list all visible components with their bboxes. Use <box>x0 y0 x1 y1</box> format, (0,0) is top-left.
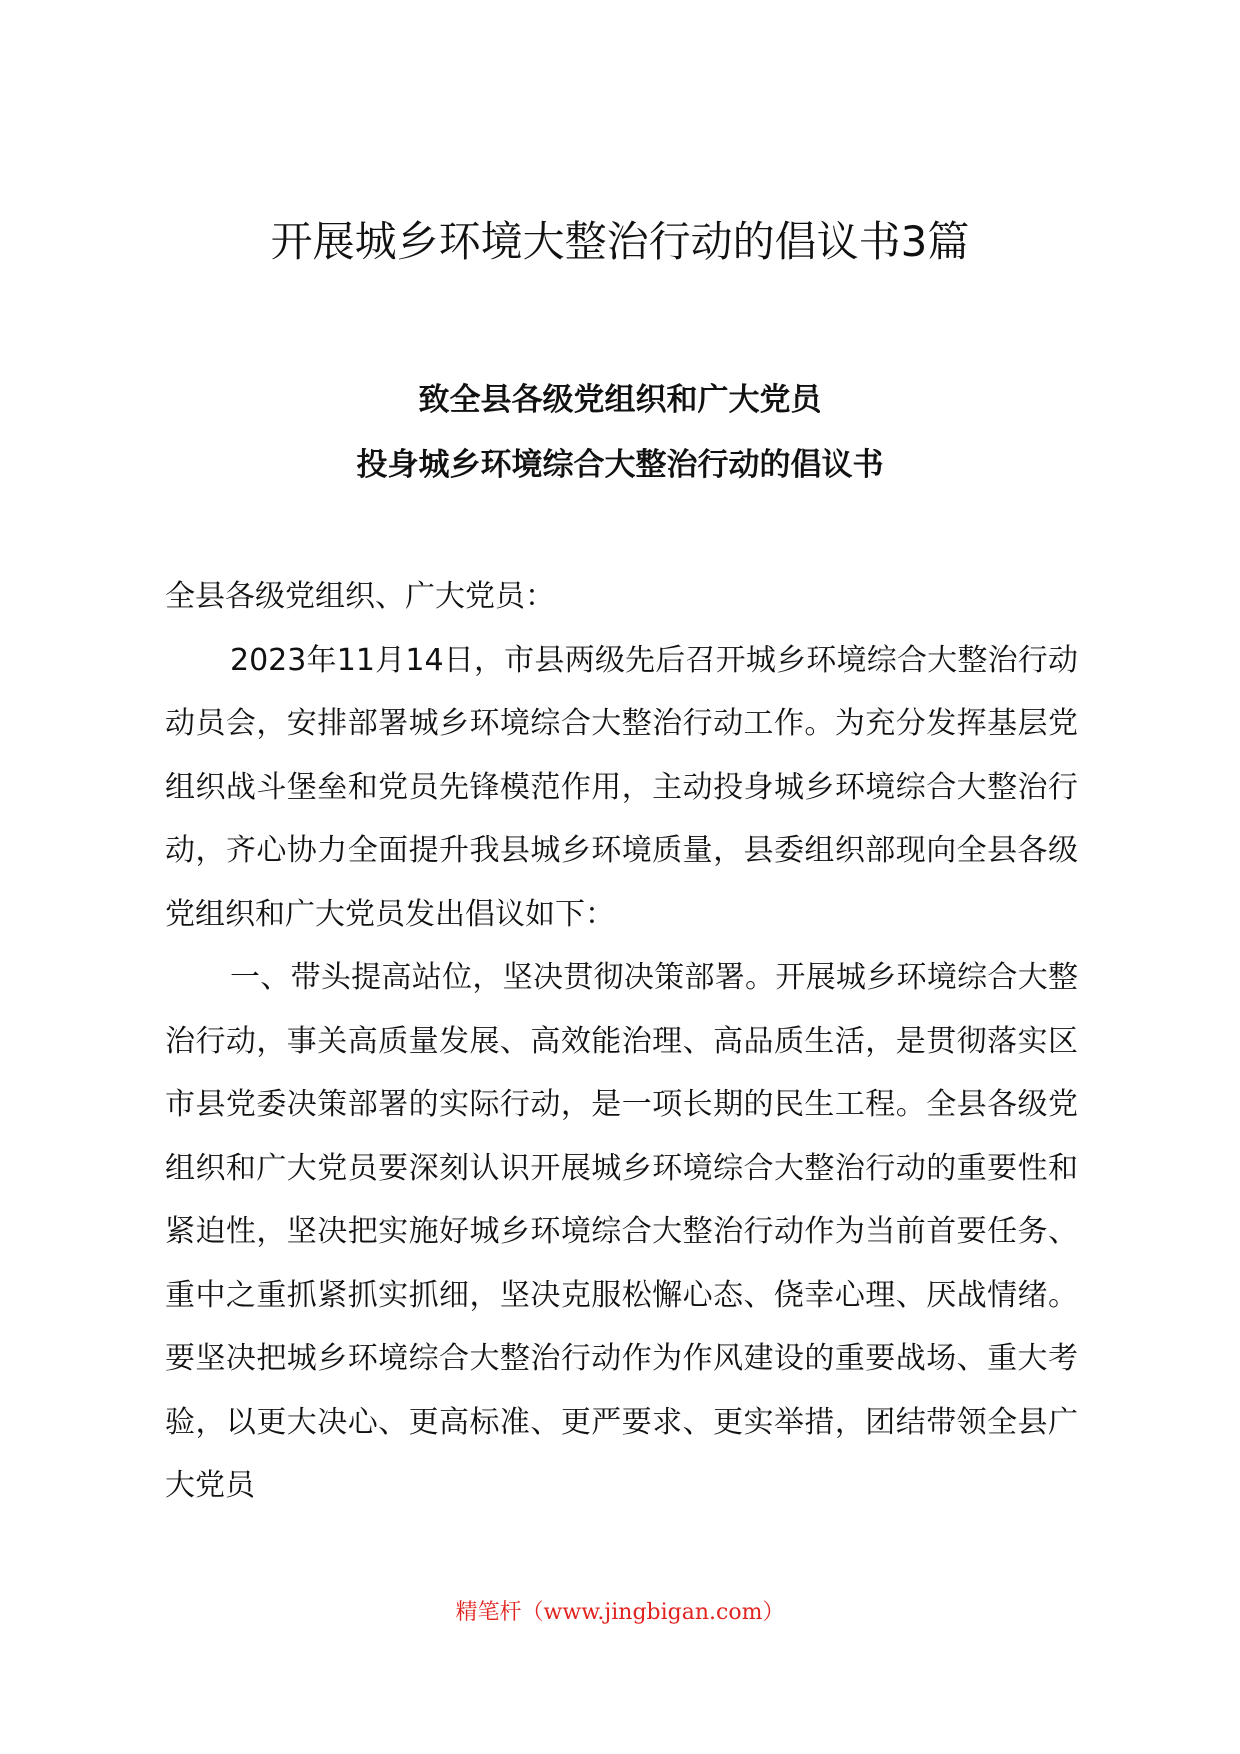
footer-watermark: 精笔杆（www.jingbigan.com） <box>455 1600 785 1625</box>
document-body <box>165 565 1078 1518</box>
subtitle-line-2: 投身城乡环境综合大整治行动的倡议书 <box>356 447 884 483</box>
paragraph-1: 2023年11月14日，市县两级先后召开城乡环境综合大整治行动动员会，安排部署城乡环境综合大整治行动工作。为充分发挥基层党组织战斗堡垒和党员先锋模范作用，主动投身城乡环境综合大整治行动，齐心协力全面提升我县城乡环境质量，县委组织部现向全县各级党组织和广大党员发出倡议如下： <box>165 642 1078 932</box>
page-title: 开展城乡环境大整治行动的倡议书3篇 <box>270 217 970 266</box>
salutation: 全县各级党组织、广大党员： <box>165 579 555 614</box>
paragraph-2 <box>165 946 1078 1518</box>
subtitle-line-1: 致全县各级党组织和广大党员 <box>418 382 822 418</box>
paragraph-2-lead: 一、带头提高站位，坚决贯彻决策部署。 <box>230 960 776 995</box>
paragraph-2-body: 开展城乡环境综合大整治行动，事关高质量发展、高效能治理、高品质生活，是贯彻落实区市县党委决策部署的实际行动，是一项长期的民生工程。全县各级党组织和广大党员要深刻认识开展城乡环境综合大整治行动的重要性和紧迫性，坚决把实施好城乡环境综合大整治行动作为当前首要任务、重中之重抓紧抓实抓细，坚决克服松懈心态、侥幸心理、厌战情绪。要坚决把城乡环境综合大整治行动作为作风建设的重要战场、重大考验，以更大决心、更高标准、更严要求、更实举措，团结带领全县广大党员 <box>165 960 1079 1503</box>
